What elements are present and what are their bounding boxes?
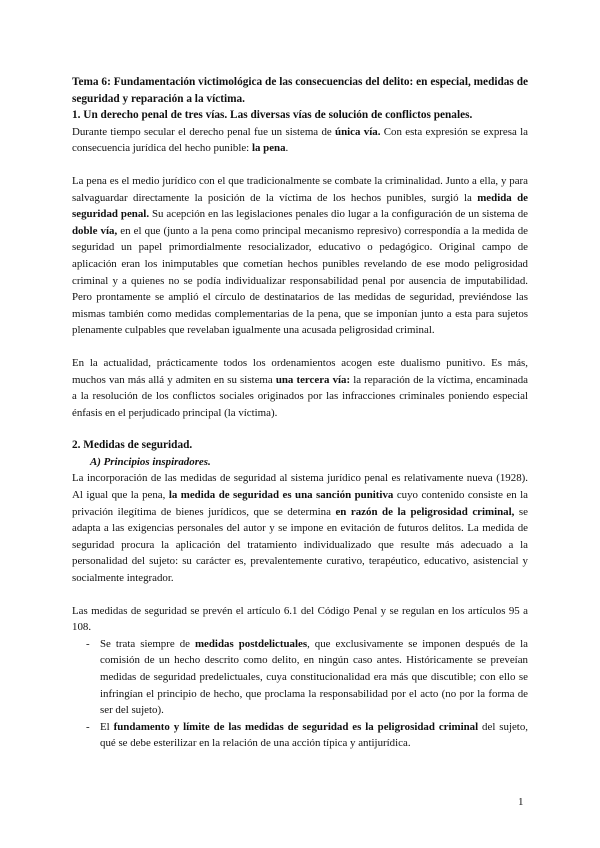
section-2-paragraph-2: Las medidas de seguridad se prevén el artículo 6.1 del Código Penal y se regulan en los artículos 95 a 108. [72, 604, 528, 634]
text-run: En la actualidad, prácticamente todos los ordenamientos acogen este dualismo punitivo. Es más, muchos van más allá y admiten en su sistema [72, 356, 528, 386]
text-run: Se trata siempre de [100, 637, 195, 650]
bold-term: una tercera vía: [275, 373, 351, 386]
dash-bullet: - [86, 720, 90, 733]
text-run: La pena es el medio jurídico con el que tradicionalmente se combate la criminalidad. Junto a ella, y para salvaguardar directamente la posición de la víctima de los hechos punibles, surgió la [72, 174, 528, 204]
section-1-paragraph-2 [72, 173, 528, 339]
text-run: , que exclusivamente se imponen después de la comisión de un hecho descrito como delito, en ningún caso antes. Históricamente se preveían medidas de seguridad predelictuales, cuya constitucionalidad era más que discutible; con ello se infringían el principio de hecho, que proclama la responsabilidad por el acto (no por la forma de ser del sujeto). [100, 637, 528, 717]
bold-term: única vía. [335, 125, 381, 138]
text-run: del sujeto, qué se debe esterilizar en la relación de una acción típica y antijurídica. [100, 720, 528, 750]
section-2-heading: 2. Medidas de seguridad. [72, 439, 193, 452]
document-title: Tema 6: Fundamentación victimológica de las consecuencias del delito: en especial, medidas de seguridad y reparación a la víctima. [72, 76, 528, 105]
bold-term: medida de seguridad penal. [72, 191, 529, 221]
paragraph-gap [72, 157, 528, 173]
paragraph-gap [72, 587, 528, 603]
section-2-subheading: A) Principios inspiradores. [90, 455, 211, 468]
text-run: la reparación de la víctima, encaminada a la resolución de los conflictos sociales originados por las infracciones criminales poniendo especial énfasis en el perjudicado principal (la víctima). [72, 373, 529, 419]
text-run: se adapta a las exigencias personales del autor y se impone en evitación de futuros delitos. La medida de seguridad procura la aplicación del tratamiento individualizado que resulte más adecuado a la personalidad del sujeto: su carácter es, prevalentemente curativo, terapéutico, educativo, asistencial y socialmente integrador. [72, 505, 528, 585]
page-number: 1 [518, 796, 524, 808]
bold-term: la medida de seguridad es una sanción punitiva [168, 489, 394, 502]
document-page [72, 74, 528, 752]
section-2-paragraph-1 [72, 470, 528, 586]
bold-term: medidas postdelictuales [194, 637, 308, 650]
text-run: El [100, 720, 114, 733]
text-run: La incorporación de las medidas de seguridad al sistema jurídico penal es relativamente nueva (1928). Al igual que la pena, [72, 472, 528, 502]
text-run: . [285, 142, 289, 155]
section-1-paragraph-1 [72, 124, 528, 157]
text-run: Su acepción en las legislaciones penales dio lugar a la configuración de un sistema de [149, 208, 528, 221]
list-item [86, 636, 528, 719]
text-run: cuyo contenido consiste en la privación ilegítima de bienes jurídicos, que se determina [72, 489, 528, 518]
bold-term: en razón de la peligrosidad criminal, [335, 505, 515, 518]
text-run: en el que (junto a la pena como principal mecanismo represivo) correspondía a la medida de seguridad un papel primordialmente resocializador, educativo o pedagógico. Original campo de aplicación eran los inimputables que cometían hechos punibles revelando de ese modo peligrosidad criminal y a quienes no se podía individualizar responsabilidad penal por ausencia de imputabilidad. Pero prontamente se amplió el círculo de destinatarios de las medidas de seguridad, previéndose las mismas también como medidas complementarias de la pena, que se imponían junto a esta para sujetos plenamente culpables que revelaban igualmente una acusada peligrosidad criminal. [72, 224, 528, 337]
section-1-paragraph-3 [72, 355, 528, 421]
list-item [86, 719, 528, 752]
bold-term: fundamento y límite de las medidas de seguridad es la peligrosidad criminal [113, 720, 479, 733]
text-run: Durante tiempo secular el derecho penal fue un sistema de [72, 125, 336, 138]
text-run: Con esta expresión se expresa la consecuencia jurídica del hecho punible: [72, 125, 528, 155]
bold-term: la pena [251, 142, 286, 155]
section-1-heading: 1. Un derecho penal de tres vías. Las diversas vías de solución de conflictos penales. [72, 109, 473, 122]
bold-term: doble vía, [72, 224, 118, 237]
paragraph-gap [72, 339, 528, 355]
measures-list [72, 636, 528, 752]
paragraph-gap [72, 421, 528, 437]
dash-bullet: - [86, 637, 90, 650]
